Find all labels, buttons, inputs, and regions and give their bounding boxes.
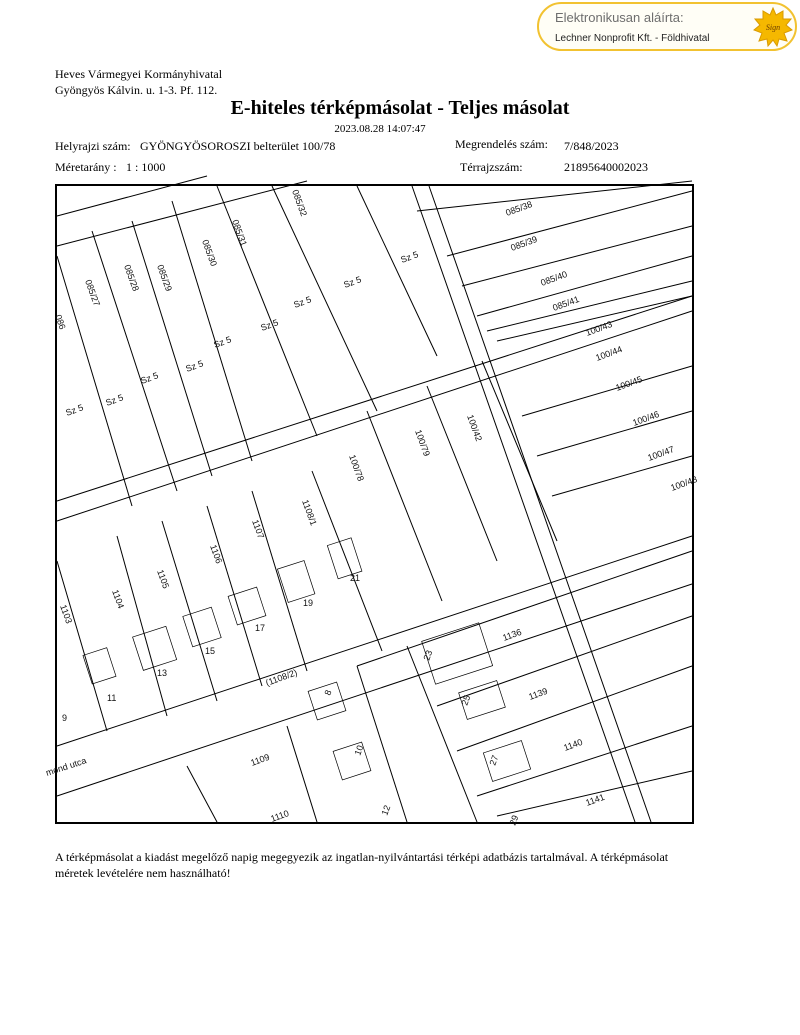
parcel-label: 100/44 [594, 344, 624, 363]
parcel-label: 086 [53, 313, 68, 331]
issuer-office: Heves Vármegyei Kormányhivatal [55, 67, 223, 81]
sz5-label: Sz 5 [292, 294, 313, 310]
house-number-label: 15 [205, 646, 216, 656]
parcel-label: 100/45 [614, 374, 644, 393]
cadastral-map [44, 184, 699, 827]
parcel-label: 085/27 [83, 278, 102, 308]
parcel-label: 1140 [562, 736, 584, 753]
parcel-label: 100/42 [465, 413, 484, 443]
parcel-label: 1139 [527, 685, 549, 702]
sz5-label: Sz 5 [184, 358, 205, 374]
map-labels [45, 755, 88, 777]
road-lines [57, 176, 692, 822]
hrsz-label: Helyrajzi szám: [55, 139, 131, 153]
scale-value: 1 : 1000 [126, 160, 166, 174]
house-number-label: 12 [379, 803, 393, 817]
house-number-label: 19 [303, 598, 314, 608]
parcel-label: 085/28 [122, 263, 141, 293]
house-number-label: 21 [350, 573, 361, 583]
street-label: mond utca [44, 755, 88, 778]
parcel-label: 1105 [155, 568, 172, 590]
house-number-label: 10 [352, 743, 366, 757]
parcel-label: 1110 [269, 808, 291, 824]
parcel-labels [53, 188, 698, 826]
parcel-label: 100/46 [631, 409, 661, 428]
parcel-label: 085/38 [504, 199, 534, 218]
house-number-label: 13 [157, 668, 168, 678]
hrsz-value: GYÖNGYÖSOROSZI belterület 100/78 [140, 139, 336, 153]
issuer-block [55, 66, 222, 98]
sz5-label: Sz 5 [64, 402, 85, 418]
parcel-label: 085/32 [290, 188, 309, 218]
house-number-label: 29 [507, 813, 521, 827]
sz5-label: Sz 5 [212, 334, 233, 350]
house-number-label: 23 [421, 648, 435, 662]
sz5-label: Sz 5 [104, 392, 125, 408]
parcel-label: 1107 [250, 518, 267, 540]
seal-icon [753, 7, 793, 47]
svg-text:Sign: Sign [765, 23, 781, 32]
sz5-label: Sz 5 [139, 370, 160, 386]
buildings [83, 538, 531, 782]
parcel-label: 100/43 [584, 319, 614, 338]
sz5-label: Sz 5 [259, 317, 280, 333]
house-number-label: 27 [487, 753, 501, 767]
document-title: E-hiteles térképmásolat - Teljes másolat [230, 97, 570, 119]
parcel-label: 100/47 [646, 444, 676, 463]
parcel-label: 085/40 [539, 269, 569, 288]
stamp-title: Elektronikusan aláírta: [555, 10, 684, 25]
parcel-label: 1136 [501, 626, 523, 643]
scale-label: Méretarány : [55, 160, 117, 174]
map-number-label: Térrajzszám: [460, 160, 523, 174]
parcel-label: 085/30 [200, 238, 219, 268]
parcel-label: 1108/1 [300, 498, 319, 527]
issuer-address: Gyöngyös Kálvin. u. 1-3. Pf. 112. [55, 83, 218, 97]
parcel-label: 085/41 [551, 294, 581, 313]
parcel-label: 085/31 [230, 218, 249, 248]
parcel-label: 100/48 [669, 474, 699, 493]
house-number-label: 9 [62, 713, 68, 723]
order-label: Megrendelés szám: [455, 137, 548, 151]
signature-stamp [537, 2, 797, 51]
parcel-label: 1109 [249, 751, 271, 768]
sz5-label: Sz 5 [399, 249, 420, 265]
parcel-label: 085/39 [509, 234, 539, 253]
house-number-label: 11 [107, 693, 117, 703]
parcel-label: 100/78 [347, 453, 366, 483]
document-timestamp: 2023.08.28 14:07:47 [334, 123, 426, 135]
order-value: 7/848/2023 [564, 139, 619, 153]
map-number-value: 21895640002023 [564, 160, 648, 174]
parcel-label: 1106 [208, 543, 225, 565]
parcel-label: 1104 [110, 588, 127, 610]
parcel-label: 085/29 [155, 263, 174, 293]
stamp-signer: Lechner Nonprofit Kft. - Földhivatal [555, 33, 710, 44]
disclaimer-text: A térképmásolat a kiadást megelőző napig megegyezik az ingatlan-nyilvántartási térképi adatbázis tartalmával. A térképmásolat méretek levételére nem használható! [55, 850, 669, 880]
house-number-label: 25 [459, 693, 473, 707]
map-canvas [44, 186, 699, 827]
parcel-label: 100/79 [413, 428, 432, 458]
sz5-label: Sz 5 [342, 274, 363, 290]
parcel-label: 1103 [58, 603, 75, 625]
house-number-label: 8 [322, 688, 334, 697]
parcel-label: 1141 [584, 791, 606, 808]
house-number-label: 17 [255, 623, 266, 633]
parcel-label: (1108/2) [264, 667, 299, 688]
